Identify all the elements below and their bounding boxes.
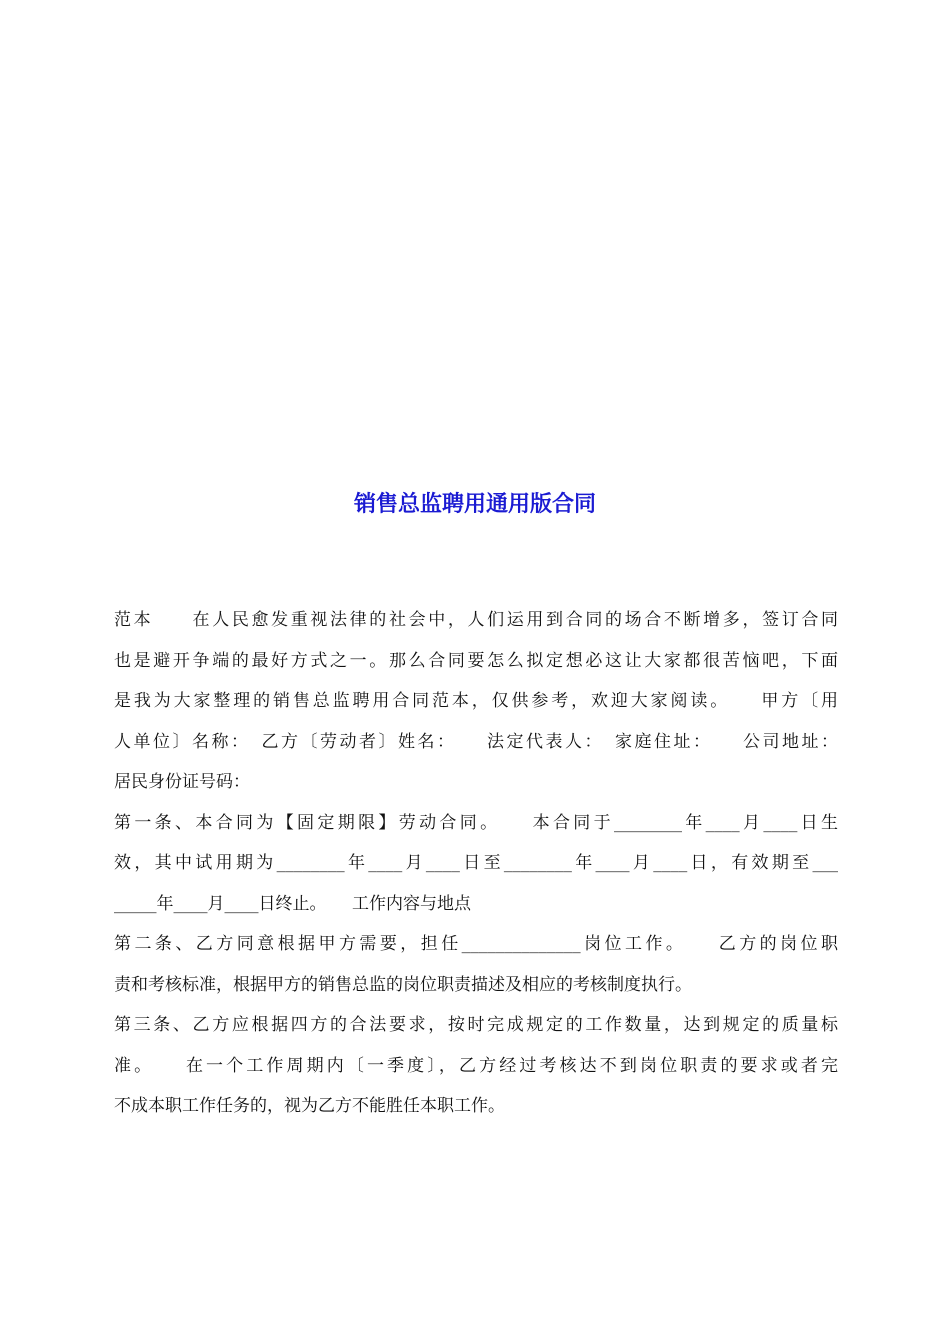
document-title: 销售总监聘用通用版合同 [353,491,596,517]
body-line: 人单位〕名称： 乙方〔劳动者〕姓名： 法定代表人： 家庭住址： 公司地址： [114,731,838,752]
body-line: 责和考核标准，根据甲方的销售总监的岗位职责描述及相应的考核制度执行。 [114,974,692,995]
body-line: 效，其中试用期为________年____月____日至________年____月____日，有效期至___ [114,853,838,873]
body-line: 也是避开争端的最好方式之一。那么合同要怎么拟定想必这让大家都很苦恼吧，下面 [114,650,838,671]
body-line: 不成本职工作任务的，视为乙方不能胜任本职工作。 [114,1096,505,1116]
body-line: 范本 在人民愈发重视法律的社会中，人们运用到合同的场合不断增多，签订合同 [114,610,838,630]
document-body [114,600,838,1127]
body-line: 第二条、乙方同意根据甲方需要，担任______________岗位工作。 乙方的岗位职 [114,934,838,954]
body-line: 是我为大家整理的销售总监聘用合同范本，仅供参考，欢迎大家阅读。 甲方〔用 [114,691,838,711]
body-line: 第三条、乙方应根据四方的合法要求，按时完成规定的工作数量，达到规定的质量标 [114,1015,838,1035]
body-line: _____年____月____日终止。 工作内容与地点 [114,893,471,914]
body-line: 第一条、本合同为【固定期限】劳动合同。 本合同于________年____月____日生 [114,812,838,833]
body-line: 居民身份证号码： [114,772,250,792]
body-line: 准。 在一个工作周期内〔一季度〕，乙方经过考核达不到岗位职责的要求或者完 [114,1055,838,1076]
